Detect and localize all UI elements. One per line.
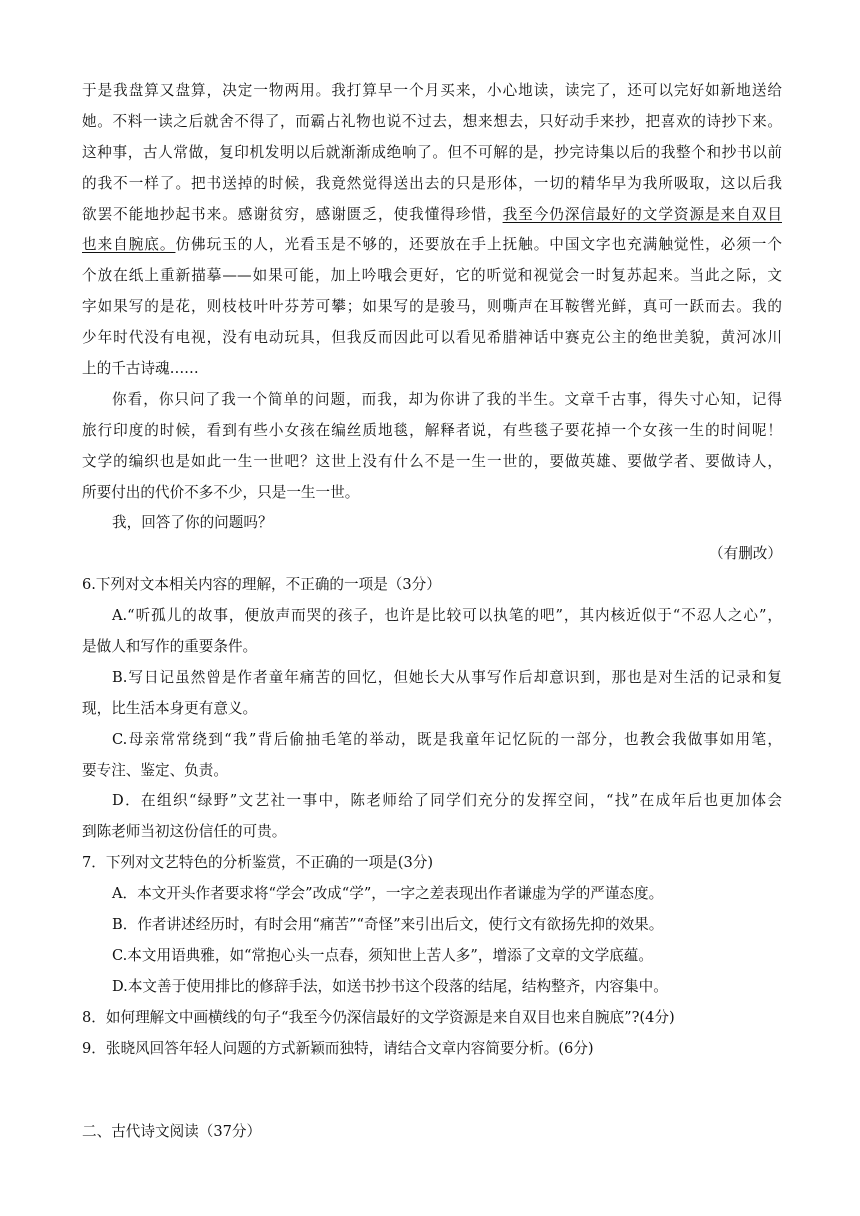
spacer bbox=[82, 1065, 782, 1117]
option-b: B．作者讲述经历时，有时会用“痛苦”“奇怪”来引出后文，使行文有欲扬先抑的效果。 bbox=[112, 916, 664, 934]
question-7 bbox=[82, 848, 782, 1002]
option-a: A．本文开头作者要求将“学会”改成“学”，一字之差表现出作者谦虚为学的严谨态度。 bbox=[112, 885, 664, 903]
question-stem: 6.下列对文本相关内容的理解，不正确的一项是（3分） bbox=[82, 576, 441, 594]
text-line: 少年时代没有电视，没有电动玩具，但我反而因此可以看见希腊神话中赛克公主的绝世美貌，黄河冰川 bbox=[82, 329, 782, 347]
passage-paragraph-1 bbox=[82, 76, 782, 385]
option-c: C.本文用语典雅，如“常抱心头一点春，须知世上苦人多”，增添了文章的文学底蕴。 bbox=[112, 946, 653, 964]
option-a: A.“听孤儿的故事，便放声而哭的孩子，也许是比较可以执笔的吧”，其内核近似于“不忍人之心”， bbox=[112, 607, 782, 625]
option-c: C.母亲常常绕到“我”背后偷抽毛笔的举动，既是我童年记忆阮的一部分，也教会我做事如用笔， bbox=[112, 730, 782, 748]
text-line: 所要付出的代价不多不少，只是一生一世。 bbox=[82, 483, 360, 501]
option-d: D．在组织“绿野”文艺社一事中，陈老师给了同学们充分的发挥空间，“找”在成年后也更加体会 bbox=[112, 792, 782, 810]
question-9: 9．张晓风回答年轻人问题的方式新颖而独特，请结合文章内容简要分析。(6分) bbox=[82, 1039, 594, 1057]
passage-paragraph-2 bbox=[82, 385, 782, 509]
option-b-cont: 现，比生活本身更有意义。 bbox=[82, 699, 258, 717]
underlined-sentence: 我至今仍深信最好的文学资源是来自双目 bbox=[502, 205, 782, 223]
text-line: 旅行印度的时候，看到有些小女孩在编丝质地毯，解释者说，有些毯子要花掉一个女孩一生的时间呢！ bbox=[82, 421, 782, 439]
text-line: 文学的编织也是如此一生一世吧？这世上没有什么不是一生一世的，要做英雄、要做学者、要做诗人， bbox=[82, 452, 782, 470]
option-b: B.写日记虽然曾是作者童年痛苦的回忆，但她长大从事写作后却意识到，那也是对生活的记录和复 bbox=[112, 668, 782, 686]
question-8: 8．如何理解文中画横线的句子“我至今仍深信最好的文学资源是来自双目也来自腕底”?(4分) bbox=[82, 1008, 675, 1026]
option-a-cont: 是做人和写作的重要条件。 bbox=[82, 638, 258, 656]
source-note: （有删改） bbox=[709, 545, 782, 563]
text-line: 这种事，古人常做，复印机发明以后就渐渐成绝响了。但不可解的是，抄完诗集以后的我整个和抄书以前 bbox=[82, 143, 782, 161]
text-line: 上的千古诗魂…… bbox=[82, 360, 199, 378]
question-6 bbox=[82, 570, 782, 848]
text-line: 字如果写的是花，则枝枝叶叶芬芳可攀；如果写的是骏马，则嘶声在耳鞍辔光鲜，真可一跃而去。我的 bbox=[82, 298, 782, 316]
text-line bbox=[82, 200, 782, 231]
text-line: 于是我盘算又盘算，决定一物两用。我打算早一个月买来，小心地读，读完了，还可以完好如新地送给 bbox=[82, 82, 782, 99]
option-c-cont: 要专注、鉴定、负责。 bbox=[82, 761, 228, 779]
text-segment: 仿佛玩玉的人，光看玉是不够的，还要放在手上抚触。中国文字也充满触觉性，必须一个 bbox=[175, 236, 782, 254]
question-stem: 7．下列对文艺特色的分析鉴赏，不正确的一项是(3分) bbox=[82, 854, 434, 872]
text-line: 的我不一样了。把书送掉的时候，我竟然觉得送出去的只是形体，一切的精华早为我所吸取，这以后我 bbox=[82, 174, 782, 192]
underlined-sentence: 也来自腕底。 bbox=[82, 236, 176, 254]
text-segment: 欲罢不能地抄起书来。感谢贫穷，感谢匮乏，使我懂得珍惜， bbox=[82, 205, 503, 223]
document-page bbox=[82, 76, 782, 1147]
section-heading: 二、古代诗文阅读（37分） bbox=[82, 1122, 262, 1140]
passage-paragraph-3: 我，回答了你的问题吗？ bbox=[112, 514, 273, 532]
text-line bbox=[82, 230, 782, 261]
text-line: 个放在纸上重新描摹——如果可能，加上吟哦会更好，它的听觉和视觉会一时复苏起来。当此之际，文 bbox=[82, 267, 782, 285]
option-d: D.本文善于使用排比的修辞手法，如送书抄书这个段落的结尾，结构整齐，内容集中。 bbox=[112, 977, 668, 995]
text-line: 你看，你只问了我一个简单的问题，而我，却为你讲了我的半生。文章千古事，得失寸心知，记得 bbox=[112, 390, 782, 408]
text-line: 她。不料一读之后就舍不得了，而霸占礼物也说不过去，想来想去，只好动手来抄，把喜欢的诗抄下来。 bbox=[82, 112, 782, 130]
option-d-cont: 到陈老师当初这份信任的可贵。 bbox=[82, 823, 287, 841]
